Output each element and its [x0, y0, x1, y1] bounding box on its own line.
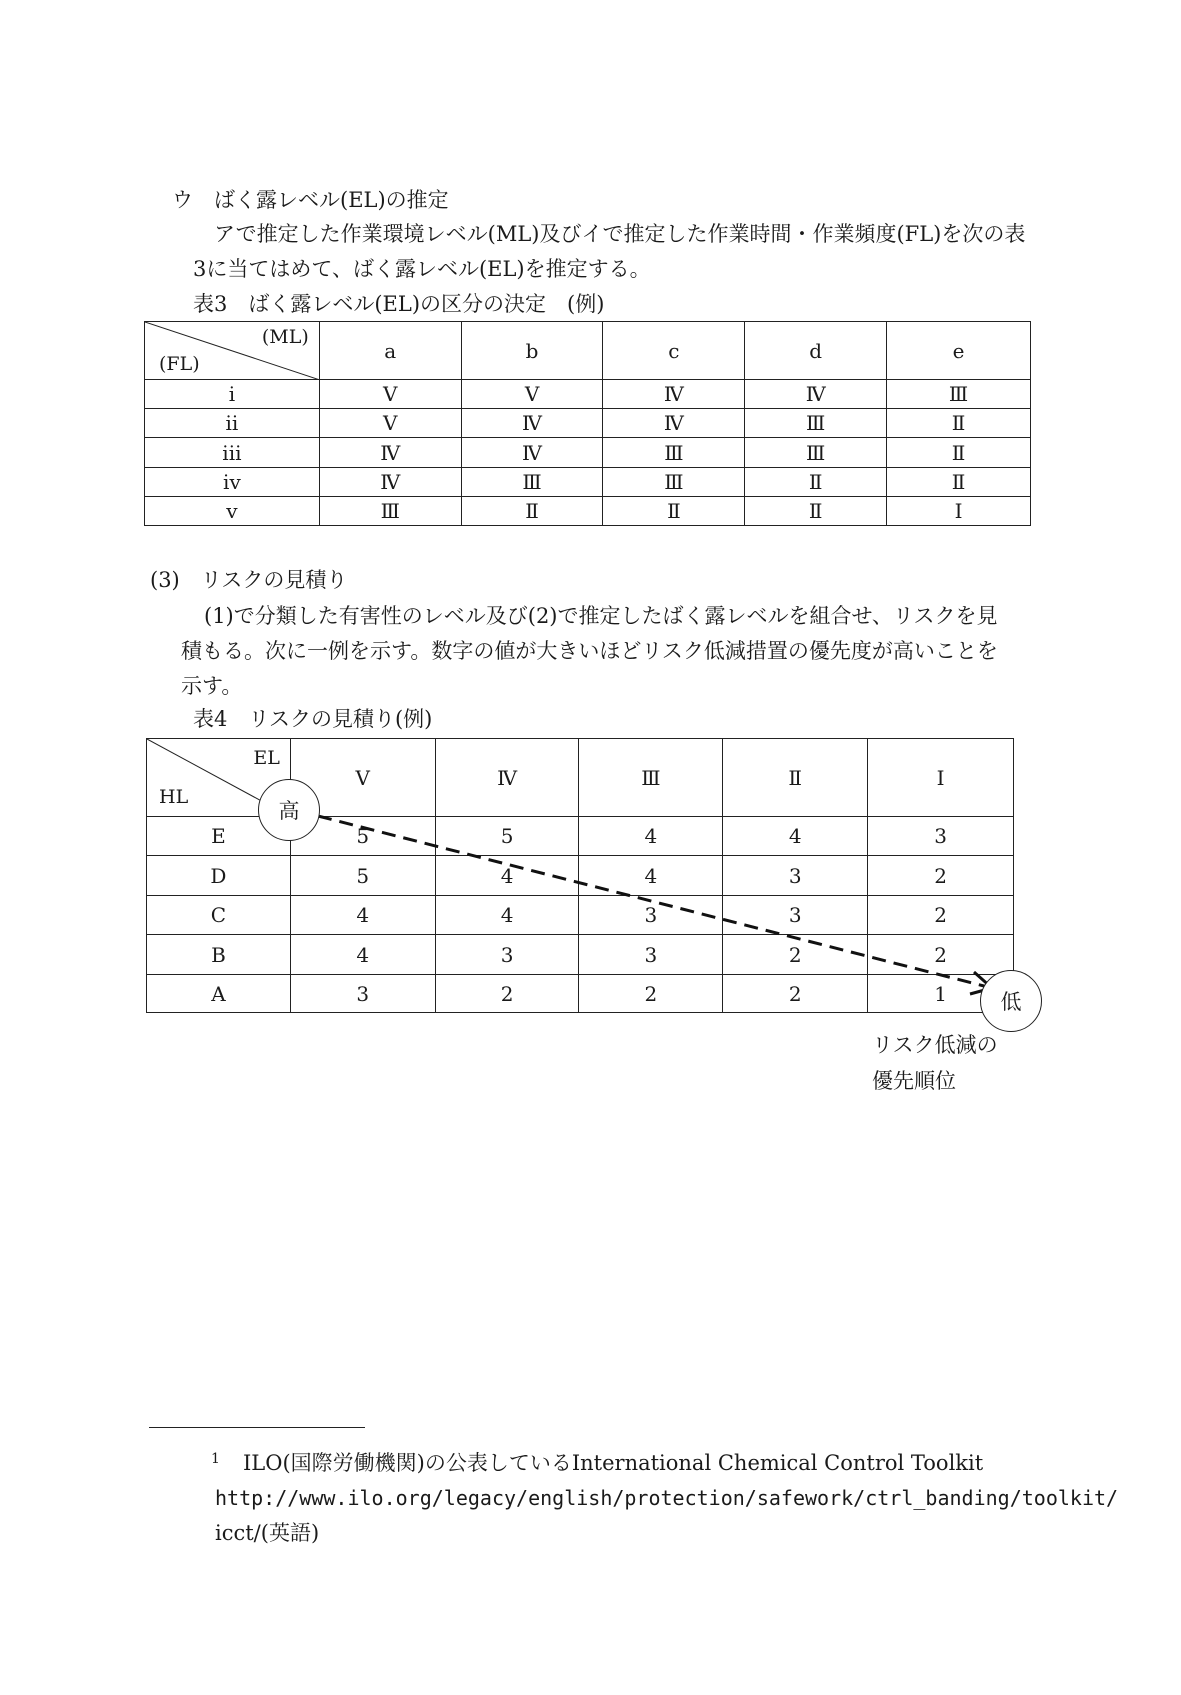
- table3-cell: Ⅳ: [319, 438, 461, 468]
- table4-row-label: D: [147, 856, 291, 896]
- table4-col-header: Ⅱ: [723, 739, 868, 817]
- table4-corner-top: EL: [253, 747, 280, 769]
- footnote-marker: 1: [211, 1451, 220, 1467]
- table4-cell: 4: [435, 896, 579, 935]
- table4-cell: 2: [868, 935, 1014, 975]
- table4-caption: 表4 リスクの見積り(例): [193, 707, 433, 731]
- table3-cell: Ⅱ: [745, 468, 887, 497]
- table3-cell: Ⅲ: [745, 409, 887, 438]
- table3-row-label: v: [145, 497, 320, 526]
- section-3-para-line3: 示す。: [181, 674, 243, 698]
- table3-cell: Ⅲ: [603, 468, 745, 497]
- table4-col-header: Ⅲ: [579, 739, 723, 817]
- table3-cell: Ⅳ: [461, 409, 603, 438]
- table3-cell: Ⅳ: [319, 468, 461, 497]
- table4-col-header: Ⅳ: [435, 739, 579, 817]
- table4-cell: 5: [290, 856, 435, 896]
- table4-row-label: B: [147, 935, 291, 975]
- table3-corner-bottom: (FL): [159, 353, 200, 375]
- table4-cell: 3: [290, 975, 435, 1013]
- table3-col-header: e: [887, 322, 1031, 380]
- table4-row-label: E: [147, 817, 291, 856]
- table3-row-label: i: [145, 380, 320, 409]
- table4-cell: 5: [290, 817, 435, 856]
- table3-cell: Ⅱ: [603, 497, 745, 526]
- table4-col-header: Ⅰ: [868, 739, 1014, 817]
- table3-cell: Ⅴ: [319, 380, 461, 409]
- table4-row-label: C: [147, 896, 291, 935]
- table3-cell: Ⅲ: [887, 380, 1031, 409]
- table4-cell: 2: [723, 975, 868, 1013]
- table3-col-header: a: [319, 322, 461, 380]
- table4-cell: 2: [435, 975, 579, 1013]
- table4-cell: 4: [723, 817, 868, 856]
- table3-cell: Ⅰ: [887, 497, 1031, 526]
- section-3-para-line2: 積もる。次に一例を示す。数字の値が大きいほどリスク低減措置の優先度が高いことを: [181, 639, 998, 663]
- table4-cell: 4: [290, 896, 435, 935]
- footnote-divider: [149, 1427, 365, 1428]
- table4-cell: 3: [579, 896, 723, 935]
- priority-caption-line1: リスク低減の: [872, 1033, 998, 1057]
- priority-arrow-line: [318, 816, 988, 987]
- table3-cell: Ⅳ: [603, 409, 745, 438]
- table3-cell: Ⅳ: [745, 380, 887, 409]
- table4-cell: 2: [868, 896, 1014, 935]
- table4-cell: 3: [435, 935, 579, 975]
- table3-cell: Ⅱ: [887, 468, 1031, 497]
- section-u-para-line1: アで推定した作業環境レベル(ML)及びイで推定した作業時間・作業頻度(FL)を次の表: [214, 222, 1026, 246]
- table3-caption: 表3 ばく露レベル(EL)の区分の決定 (例): [193, 292, 605, 316]
- section-u-para-line2: 3に当てはめて、ばく露レベル(EL)を推定する。: [193, 257, 651, 281]
- table4-cell: 2: [868, 856, 1014, 896]
- section-3-heading: (3) リスクの見積り: [150, 568, 348, 592]
- table4-cell: 5: [435, 817, 579, 856]
- footnote-url[interactable]: http://www.ilo.org/legacy/english/protection/safework/ctrl_banding/toolkit/: [215, 1486, 1119, 1510]
- table4-cell: 4: [579, 856, 723, 896]
- table3-cell: Ⅳ: [603, 380, 745, 409]
- table4-cell: 4: [290, 935, 435, 975]
- table4-cell: 2: [579, 975, 723, 1013]
- table4-corner-bottom: HL: [159, 786, 189, 808]
- table3-cell: Ⅲ: [461, 468, 603, 497]
- table3-cell: Ⅱ: [745, 497, 887, 526]
- table4-cell: 3: [579, 935, 723, 975]
- table4-cell: 2: [723, 935, 868, 975]
- table3-cell: Ⅳ: [461, 438, 603, 468]
- table3-cell: Ⅲ: [319, 497, 461, 526]
- low-circle: 低: [980, 970, 1042, 1032]
- table3-col-header: c: [603, 322, 745, 380]
- table4-cell: 3: [723, 856, 868, 896]
- table3-col-header: d: [745, 322, 887, 380]
- table3-cell: Ⅱ: [887, 438, 1031, 468]
- table4-cell: 4: [435, 856, 579, 896]
- table3-col-header: b: [461, 322, 603, 380]
- table4-col-header: Ⅴ: [290, 739, 435, 817]
- section-u-heading: ウ ばく露レベル(EL)の推定: [172, 188, 449, 212]
- table4-cell: 3: [868, 817, 1014, 856]
- table3-row-label: iii: [145, 438, 320, 468]
- footnote-line3: icct/(英語): [215, 1521, 320, 1545]
- table3-row-label: iv: [145, 468, 320, 497]
- table4-cell: 4: [579, 817, 723, 856]
- footnote-line1: ILO(国際労働機関)の公表しているInternational Chemical Control Toolkit: [243, 1451, 984, 1475]
- table3-cell: Ⅲ: [745, 438, 887, 468]
- priority-caption-line2: 優先順位: [872, 1069, 956, 1093]
- table3-row-label: ii: [145, 409, 320, 438]
- table3-cell: Ⅴ: [319, 409, 461, 438]
- table3-cell: Ⅱ: [461, 497, 603, 526]
- table3-corner-top: (ML): [261, 326, 309, 348]
- table3-cell: Ⅱ: [887, 409, 1031, 438]
- table4-cell: 1: [868, 975, 1014, 1013]
- table4-cell: 3: [723, 896, 868, 935]
- table3-cell: Ⅲ: [603, 438, 745, 468]
- section-3-para-line1: (1)で分類した有害性のレベル及び(2)で推定したばく露レベルを組合せ、リスクを見: [204, 604, 998, 628]
- table3-cell: Ⅴ: [461, 380, 603, 409]
- table4-row-label: A: [147, 975, 291, 1013]
- high-circle: 高: [258, 779, 320, 841]
